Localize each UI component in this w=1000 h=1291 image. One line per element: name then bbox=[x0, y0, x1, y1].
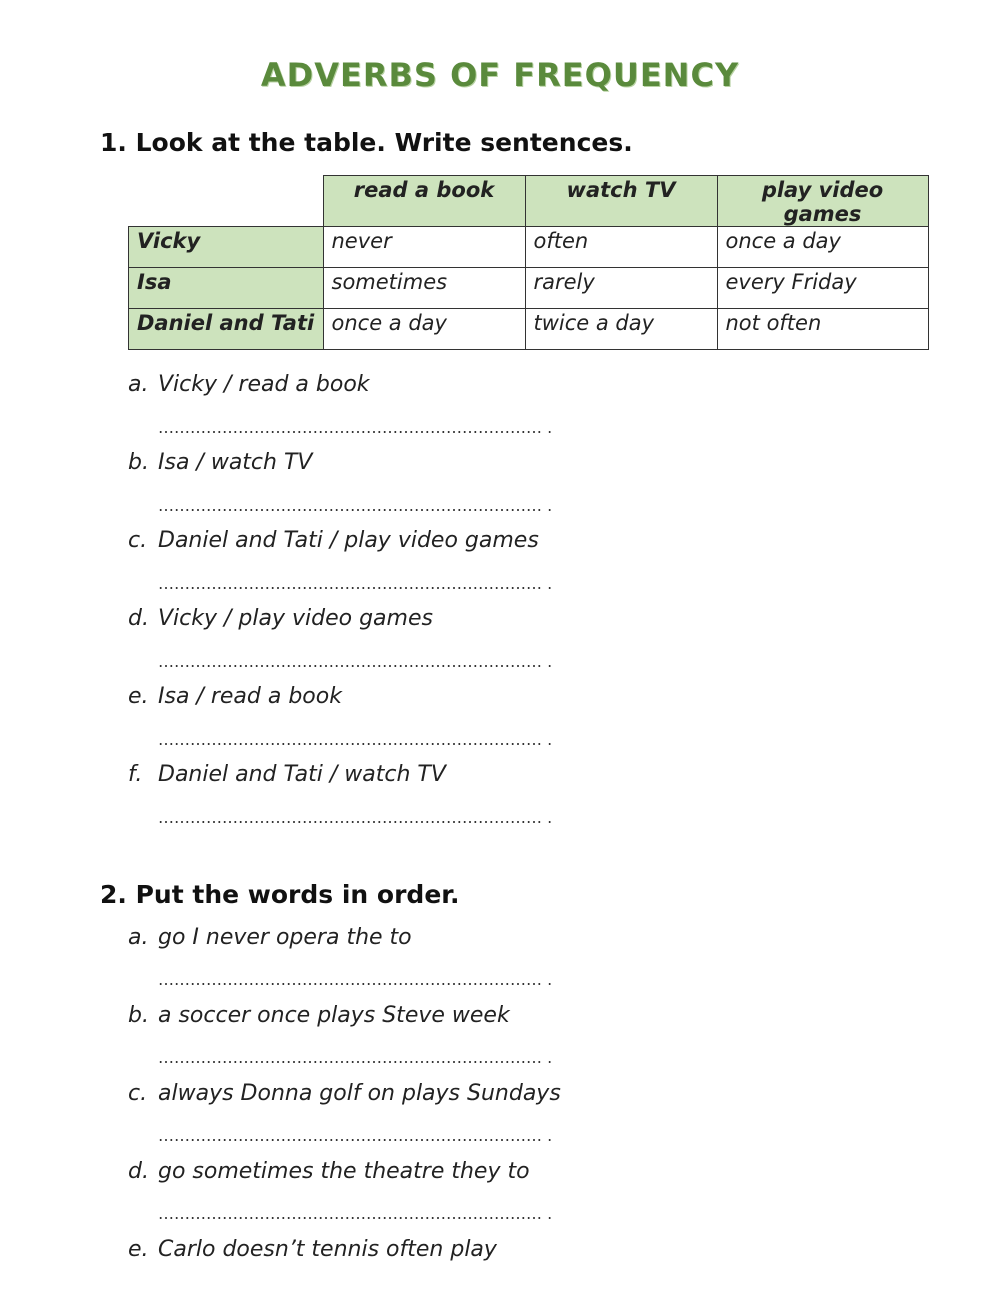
item-prompt: Isa / watch TV bbox=[158, 450, 313, 475]
item-letter: c. bbox=[128, 1081, 148, 1106]
table-cell: not often bbox=[717, 309, 928, 350]
exercise-1-item-d bbox=[128, 606, 433, 631]
table-row bbox=[129, 268, 929, 309]
item-letter: b. bbox=[128, 450, 149, 475]
exercise-2-item-b bbox=[128, 1003, 510, 1028]
column-header: play video games bbox=[717, 176, 928, 227]
item-prompt: Carlo doesn’t tennis often play bbox=[158, 1237, 497, 1262]
item-prompt: Daniel and Tati / play video games bbox=[158, 528, 539, 553]
table-corner bbox=[129, 176, 324, 227]
answer-line[interactable]: ……………………………………………………………… . bbox=[158, 1126, 553, 1145]
row-header: Daniel and Tati bbox=[129, 309, 324, 350]
table-cell: once a day bbox=[717, 227, 928, 268]
exercise-1-item-f bbox=[128, 762, 446, 787]
item-letter: a. bbox=[128, 925, 149, 950]
table-cell: twice a day bbox=[525, 309, 717, 350]
exercise-2-item-e bbox=[128, 1237, 497, 1262]
item-letter: d. bbox=[128, 1159, 149, 1184]
exercise-1-item-b bbox=[128, 450, 312, 475]
item-letter: d. bbox=[128, 606, 149, 631]
item-letter: e. bbox=[128, 684, 149, 709]
answer-line[interactable]: ……………………………………………………………… . bbox=[158, 1204, 553, 1223]
exercise-1-item-a bbox=[128, 372, 370, 397]
item-prompt: go I never opera the to bbox=[158, 925, 412, 950]
item-prompt: Vicky / play video games bbox=[158, 606, 433, 631]
answer-line[interactable]: ……………………………………………………………… . bbox=[158, 808, 553, 827]
table-cell: never bbox=[323, 227, 525, 268]
row-header: Vicky bbox=[129, 227, 324, 268]
item-prompt: go sometimes the theatre they to bbox=[158, 1159, 530, 1184]
section-1-heading: 1. Look at the table. Write sentences. bbox=[100, 128, 633, 157]
exercise-2-item-d bbox=[128, 1159, 530, 1184]
row-header: Isa bbox=[129, 268, 324, 309]
answer-line[interactable]: ……………………………………………………………… . bbox=[158, 652, 553, 671]
table-row bbox=[129, 227, 929, 268]
table-cell: sometimes bbox=[323, 268, 525, 309]
item-letter: e. bbox=[128, 1237, 149, 1262]
item-prompt: Daniel and Tati / watch TV bbox=[158, 762, 446, 787]
item-letter: f. bbox=[128, 762, 143, 787]
answer-line[interactable]: ……………………………………………………………… . bbox=[158, 496, 553, 515]
page-title: ADVERBS OF FREQUENCY bbox=[260, 56, 740, 94]
answer-line[interactable]: ……………………………………………………………… . bbox=[158, 418, 553, 437]
section-2-heading: 2. Put the words in order. bbox=[100, 880, 460, 909]
answer-line[interactable]: ……………………………………………………………… . bbox=[158, 1048, 553, 1067]
item-letter: b. bbox=[128, 1003, 149, 1028]
exercise-2-item-a bbox=[128, 925, 412, 950]
item-letter: a. bbox=[128, 372, 149, 397]
column-header: watch TV bbox=[525, 176, 717, 227]
table-cell: once a day bbox=[323, 309, 525, 350]
answer-line[interactable]: ……………………………………………………………… . bbox=[158, 970, 553, 989]
exercise-2-item-c bbox=[128, 1081, 561, 1106]
item-prompt: Vicky / read a book bbox=[158, 372, 370, 397]
exercise-1-item-e bbox=[128, 684, 342, 709]
table-header-row bbox=[129, 176, 929, 227]
item-letter: c. bbox=[128, 528, 148, 553]
table-cell: often bbox=[525, 227, 717, 268]
table-cell: every Friday bbox=[717, 268, 928, 309]
answer-line[interactable]: ……………………………………………………………… . bbox=[158, 730, 553, 749]
table-row bbox=[129, 309, 929, 350]
table-cell: rarely bbox=[525, 268, 717, 309]
item-prompt: Isa / read a book bbox=[158, 684, 342, 709]
item-prompt: a soccer once plays Steve week bbox=[158, 1003, 510, 1028]
exercise-1-item-c bbox=[128, 528, 539, 553]
column-header: read a book bbox=[323, 176, 525, 227]
frequency-table bbox=[128, 175, 929, 350]
item-prompt: always Donna golf on plays Sundays bbox=[158, 1081, 561, 1106]
answer-line[interactable]: ……………………………………………………………… . bbox=[158, 574, 553, 593]
